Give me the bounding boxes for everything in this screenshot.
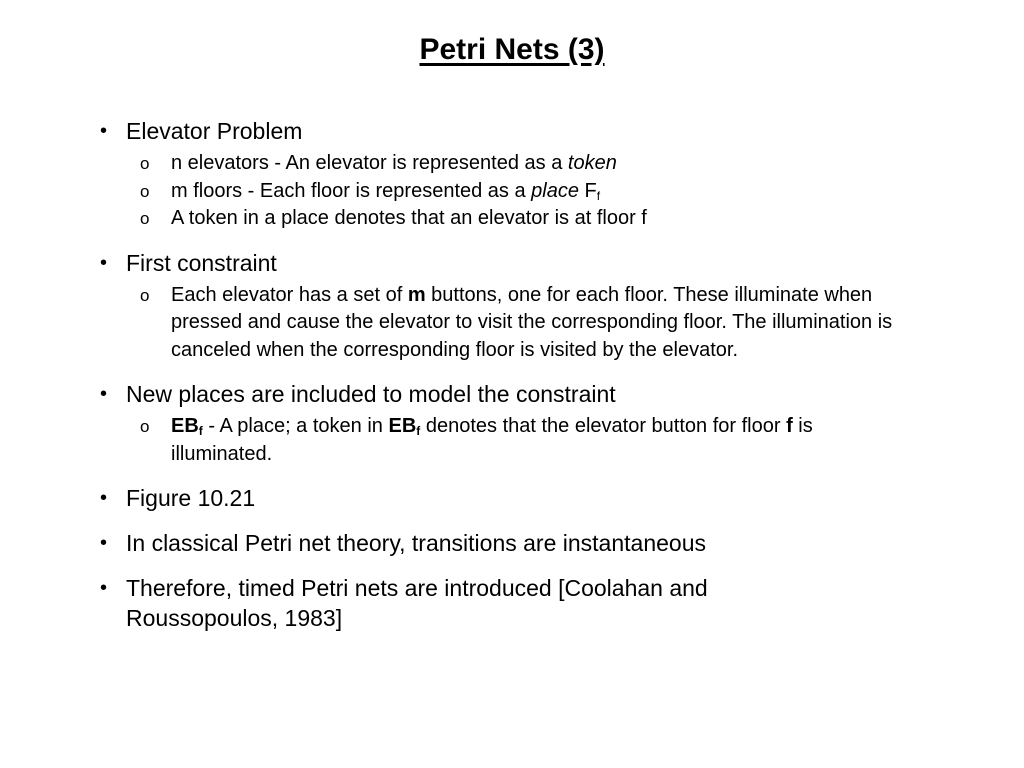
bullet-timed-petri (0, 573, 1024, 633)
bullet-figure (0, 483, 1024, 513)
bullet-icon: • (100, 251, 108, 274)
bullet-icon: • (100, 532, 108, 554)
sub-bullet-buttons (0, 282, 1024, 365)
subscript-f: f (198, 424, 203, 438)
bullet-first-constraint (0, 248, 1024, 278)
bullet-icon: • (100, 383, 108, 405)
sub-bullet-text: denotes that the elevator button for floor (420, 415, 787, 437)
sub-bullet-text: F (578, 179, 597, 202)
subscript-f: f (596, 188, 601, 203)
bullet-icon: • (100, 120, 108, 142)
sub-bullet-text: m floors - Each floor is represented as a (171, 179, 532, 202)
hollow-circle-bullet-icon: o (140, 417, 150, 436)
sub-bullet-token-in-place (0, 205, 1024, 233)
bullet-text: Therefore, timed Petri nets are introduced [Coolahan and Roussopoulos, 1983] (126, 575, 708, 631)
sub-bullet-text: Each elevator has a set of (171, 283, 408, 306)
bullet-text: Figure 10.21 (126, 485, 256, 511)
bullet-text: Elevator Problem (126, 118, 303, 144)
sub-bullet-text: n elevators - An elevator is represented as a (171, 152, 568, 174)
hollow-circle-bullet-icon: o (140, 209, 150, 228)
bullet-icon: • (100, 487, 108, 509)
sub-bullet-text: buttons, one for each floor. These illuminate when pressed and cause the elevator to visit the corresponding floor. The illumination is canceled when the corresponding floor is visited by the elevator. (171, 283, 893, 361)
sub-bullet-n-elevators (0, 150, 1024, 178)
hollow-circle-bullet-icon: o (140, 285, 150, 305)
bullet-text: New places are included to model the constraint (126, 381, 616, 407)
sub-bullet-m-floors (0, 178, 1024, 206)
bullet-text: In classical Petri net theory, transitions are instantaneous (126, 530, 706, 556)
bold-f: f (786, 415, 793, 437)
slide-content (0, 116, 1024, 633)
sub-bullet-eb-place (0, 413, 1024, 468)
bullet-elevator-problem (0, 116, 1024, 146)
bullet-text: First constraint (126, 249, 277, 276)
bold-eb: EB (388, 415, 417, 437)
bullet-classical-petri (0, 528, 1024, 558)
bullet-new-places (0, 379, 1024, 409)
hollow-circle-bullet-icon: o (140, 181, 150, 201)
bullet-icon: • (100, 577, 108, 599)
bold-eb: EB (171, 415, 199, 437)
bold-m: m (407, 283, 426, 306)
sub-bullet-text: - A place; a token in (202, 415, 389, 437)
emphasis-place: place (531, 179, 579, 202)
sub-bullet-text: A token in a place denotes that an elevator is at floor f (171, 207, 647, 229)
subscript-f: f (416, 424, 421, 438)
slide-title: Petri Nets (3) (419, 33, 605, 66)
sub-bullet-text: is illuminated. (171, 415, 813, 465)
hollow-circle-bullet-icon: o (140, 154, 150, 173)
emphasis-token: token (567, 152, 617, 174)
